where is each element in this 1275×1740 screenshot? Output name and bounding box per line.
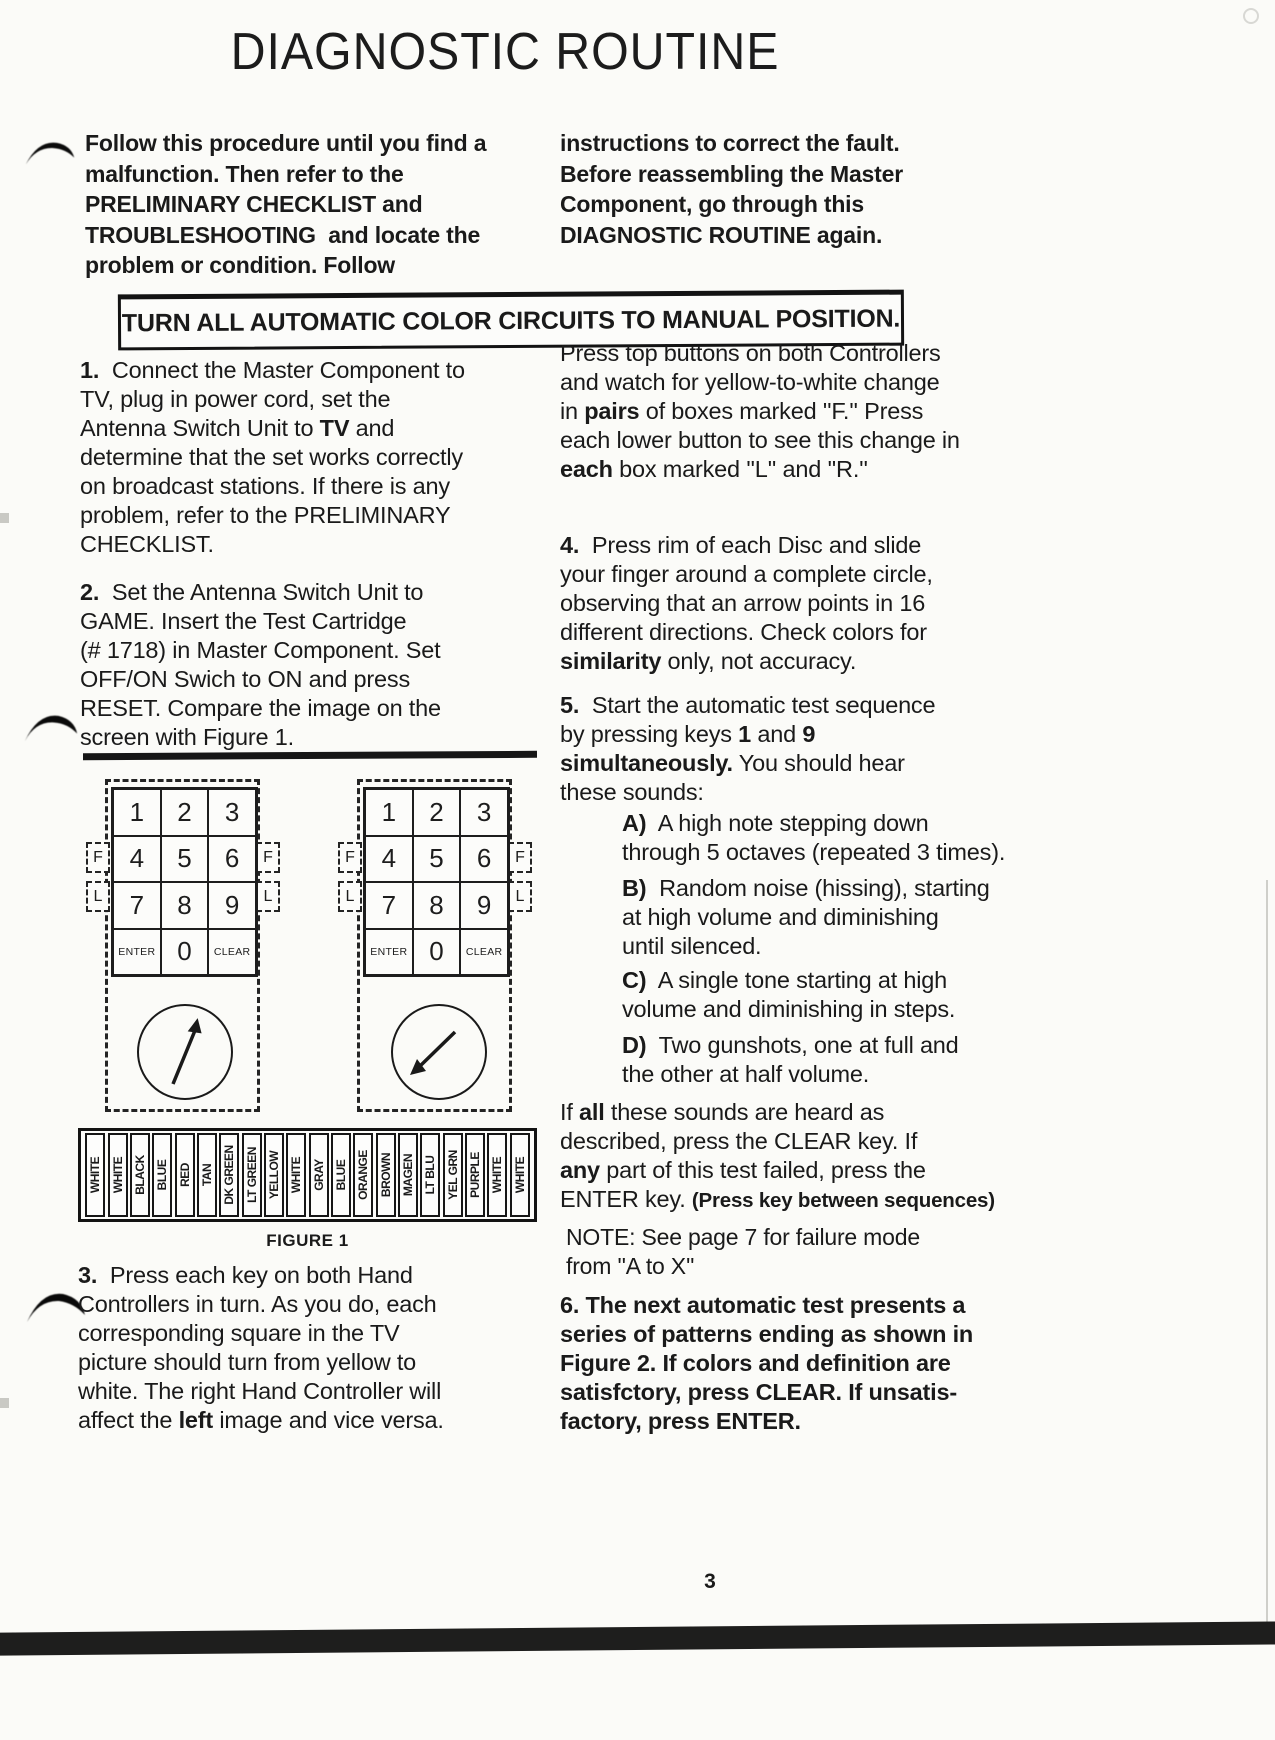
text-line: on broadcast stations. If there is any (80, 473, 450, 499)
text-line: Before reassembling the Master (560, 160, 903, 187)
key-5: 5 (161, 836, 209, 883)
text-line: TV, plug in power cord, set the (80, 386, 391, 412)
color-cell-lt-blu: LT BLU (420, 1133, 440, 1217)
color-cell-gray: GRAY (309, 1133, 329, 1217)
step-4-paragraph (560, 531, 933, 676)
banner-text: TURN ALL AUTOMATIC COLOR CIRCUITS TO MANUAL POSITION. (121, 304, 901, 337)
color-cell-magen: MAGEN (398, 1133, 418, 1217)
text-line: RESET. Compare the image on the (80, 695, 441, 721)
step-3-continued-paragraph (560, 339, 960, 484)
text-line: malfunction. Then refer to the (85, 160, 404, 187)
text-line: different directions. Check colors for (560, 619, 927, 645)
tab-l-left: L (338, 881, 362, 912)
disc-arrow-down-left-icon (393, 1006, 485, 1098)
key-4: 4 (365, 836, 413, 883)
key-enter: ENTER (365, 929, 413, 976)
text-line: these sounds: (560, 779, 704, 805)
key-0: 0 (413, 929, 461, 976)
color-cell-white: WHITE (510, 1133, 530, 1217)
text-line: any part of this test failed, press the (560, 1157, 926, 1183)
page-number: 3 (704, 1570, 716, 1593)
key-8: 8 (413, 882, 461, 929)
text-line: 6. The next automatic test presents a (560, 1292, 966, 1318)
text-line: corresponding square in the TV (78, 1320, 400, 1346)
color-cell-white: WHITE (487, 1133, 507, 1217)
text-line: picture should turn from yellow to (78, 1349, 417, 1375)
color-cell-tan: TAN (197, 1133, 217, 1217)
scan-edge-mark (0, 513, 9, 523)
sound-item-b (622, 874, 990, 961)
key-7: 7 (113, 882, 161, 929)
text-line: OFF/ON Swich to ON and press (80, 666, 411, 692)
text-line: 2. Set the Antenna Switch Unit to (80, 579, 424, 605)
tab-f-left: F (86, 842, 110, 873)
tab-l-right: L (256, 881, 280, 912)
text-line: until silenced. (622, 933, 762, 959)
sound-item-a (622, 809, 1005, 867)
key-4: 4 (113, 836, 161, 883)
color-cell-red: RED (175, 1133, 195, 1217)
text-line: If all these sounds are heard as (560, 1099, 885, 1125)
hole-punch-icon (26, 1284, 86, 1334)
text-line: A) A high note stepping down (622, 810, 929, 836)
text-line: Figure 2. If colors and definition are (560, 1350, 951, 1376)
text-line: TROUBLESHOOTING and locate the (85, 221, 481, 248)
color-cell-yel-grn: YEL GRN (443, 1133, 463, 1217)
text-line: through 5 octaves (repeated 3 times). (622, 839, 1006, 865)
key-clear: CLEAR (460, 929, 508, 976)
text-line: simultaneously. You should hear (560, 750, 905, 776)
key-8: 8 (161, 882, 209, 929)
text-line: instructions to correct the fault. (560, 130, 900, 156)
text-line: factory, press ENTER. (560, 1408, 801, 1434)
key-2: 2 (161, 789, 209, 836)
step-1-paragraph (80, 356, 465, 559)
color-cell-white: WHITE (85, 1133, 105, 1217)
text-line: your finger around a complete circle, (560, 561, 933, 587)
text-line: each box marked ''L'' and ''R.'' (560, 456, 868, 482)
text-line: each lower button to see this change in (560, 427, 960, 453)
color-cell-dk-green: DK GREEN (219, 1133, 239, 1217)
test-conclusion-paragraph (560, 1098, 995, 1215)
text-line: from ''A to X'' (566, 1253, 695, 1279)
tab-f-right: F (508, 842, 532, 873)
page-edge-line (1266, 880, 1268, 1630)
sound-item-c (622, 966, 955, 1024)
figure-divider-rule (83, 751, 537, 760)
text-line: (# 1718) in Master Component. Set (80, 637, 441, 663)
key-9: 9 (460, 882, 508, 929)
color-cell-blue: BLUE (152, 1133, 172, 1217)
text-line: described, press the CLEAR key. If (560, 1128, 918, 1154)
text-line: at high volume and diminishing (622, 904, 939, 930)
keypad-grid (363, 787, 510, 977)
direction-disc (137, 1004, 233, 1100)
key-2: 2 (413, 789, 461, 836)
color-cell-blue: BLUE (331, 1133, 351, 1217)
text-line: problem, refer to the PRELIMINARY (80, 502, 451, 528)
text-line: Follow this procedure until you find a (85, 130, 487, 156)
text-line: series of patterns ending as shown in (560, 1321, 974, 1347)
color-cell-purple: PURPLE (465, 1133, 485, 1217)
bottom-scan-bar (0, 1621, 1275, 1655)
key-5: 5 (413, 836, 461, 883)
tab-f-right: F (256, 842, 280, 873)
figure-caption: FIGURE 1 (266, 1231, 349, 1250)
text-line: CHECKLIST. (80, 531, 214, 557)
scan-edge-mark (0, 1398, 9, 1408)
text-line: 1. Connect the Master Component to (80, 357, 465, 383)
text-line: Press top buttons on both Controllers (560, 340, 941, 366)
key-1: 1 (113, 789, 161, 836)
key-6: 6 (460, 836, 508, 883)
hole-punch-icon (23, 706, 79, 752)
text-line: B) Random noise (hissing), starting (622, 875, 990, 901)
text-line: NOTE: See page 7 for failure mode (566, 1224, 920, 1250)
scan-corner-mark (1243, 8, 1259, 24)
sound-item-d (622, 1031, 959, 1089)
tab-l-right: L (508, 881, 532, 912)
hand-controller-left (93, 779, 273, 1112)
text-line: and watch for yellow-to-white change (560, 369, 940, 395)
step-3-paragraph (78, 1261, 444, 1435)
key-3: 3 (208, 789, 256, 836)
text-line: D) Two gunshots, one at full and (622, 1032, 959, 1058)
color-cell-white: WHITE (286, 1133, 306, 1217)
text-line: DIAGNOSTIC ROUTINE again. (560, 221, 883, 248)
text-line: 4. Press rim of each Disc and slide (560, 532, 922, 558)
intro-right-paragraph (560, 128, 903, 250)
direction-disc (391, 1004, 487, 1100)
text-line: C) A single tone starting at high (622, 967, 948, 993)
text-line: 3. Press each key on both Hand (78, 1262, 413, 1288)
text-line: affect the left image and vice versa. (78, 1407, 444, 1433)
text-line: 5. Start the automatic test sequence (560, 692, 936, 718)
text-line: the other at half volume. (622, 1061, 870, 1087)
key-1: 1 (365, 789, 413, 836)
text-line: determine that the set works correctly (80, 444, 463, 470)
disc-arrow-up-right-icon (139, 1006, 231, 1098)
text-line: Antenna Switch Unit to TV and (80, 415, 395, 441)
tab-l-left: L (86, 881, 110, 912)
keypad-grid (111, 787, 258, 977)
text-line: Component, go through this (560, 191, 864, 217)
key-6: 6 (208, 836, 256, 883)
key-9: 9 (208, 882, 256, 929)
text-line: Controllers in turn. As you do, each (78, 1291, 437, 1317)
color-cell-lt-green: LT GREEN (242, 1133, 262, 1217)
text-line: PRELIMINARY CHECKLIST and (85, 191, 423, 217)
text-line: problem or condition. Follow (85, 252, 395, 278)
text-line: GAME. Insert the Test Cartridge (80, 608, 407, 634)
step-6-paragraph (560, 1291, 973, 1436)
text-line: observing that an arrow points in 16 (560, 590, 926, 616)
key-7: 7 (365, 882, 413, 929)
step-2-paragraph (80, 578, 441, 752)
color-cell-black: BLACK (130, 1133, 150, 1217)
text-line: in pairs of boxes marked ''F.'' Press (560, 398, 924, 424)
intro-left-paragraph (85, 128, 486, 281)
color-cell-yellow: YELLOW (264, 1133, 284, 1217)
text-line: ENTER key. (Press key between sequences) (560, 1186, 995, 1212)
key-clear: CLEAR (208, 929, 256, 976)
tab-f-left: F (338, 842, 362, 873)
text-line: by pressing keys 1 and 9 (560, 721, 816, 747)
page-title: DIAGNOSTIC ROUTINE (230, 23, 780, 81)
step-5-paragraph (560, 691, 935, 807)
hand-controller-right (345, 779, 525, 1112)
color-cell-orange: ORANGE (353, 1133, 373, 1217)
text-line: similarity only, not accuracy. (560, 648, 857, 674)
text-line: white. The right Hand Controller will (78, 1378, 442, 1404)
note-paragraph (566, 1223, 920, 1281)
color-cell-brown: BROWN (376, 1133, 396, 1217)
text-line: satisfctory, press CLEAR. If unsatis- (560, 1379, 957, 1405)
hole-punch-icon (24, 134, 76, 176)
color-cell-white: WHITE (108, 1133, 128, 1217)
text-line: volume and diminishing in steps. (622, 996, 956, 1022)
text-line: screen with Figure 1. (80, 724, 294, 750)
key-3: 3 (460, 789, 508, 836)
color-strip (78, 1128, 537, 1222)
key-0: 0 (161, 929, 209, 976)
key-enter: ENTER (113, 929, 161, 976)
